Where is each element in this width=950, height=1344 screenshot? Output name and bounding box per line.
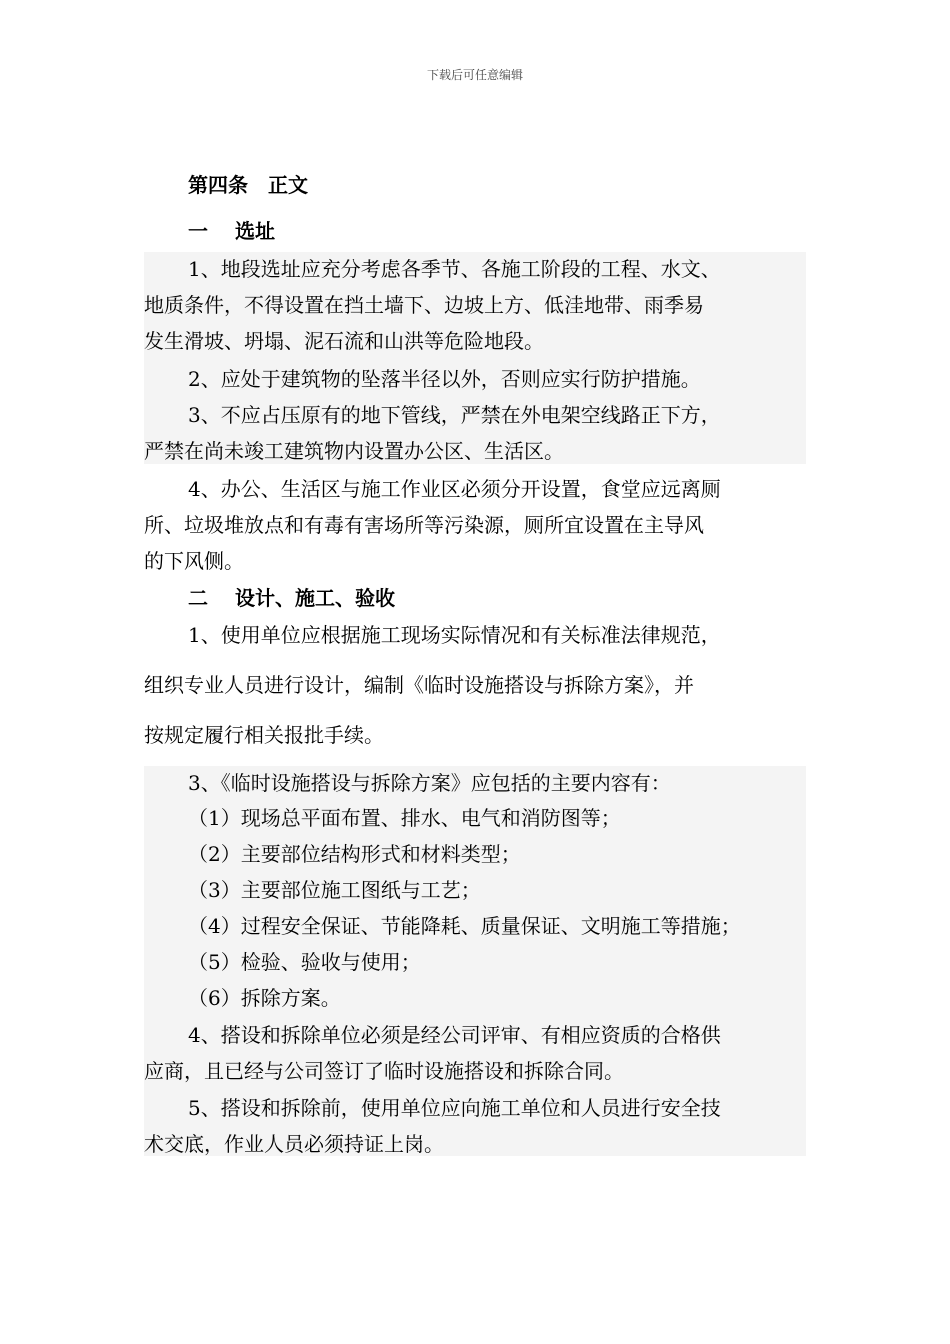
s2-p1-line1: 1、使用单位应根据施工现场实际情况和有关标准法律规范， — [188, 623, 721, 647]
s1-p2: 2、应处于建筑物的坠落半径以外，否则应实行防护措施。 — [188, 367, 701, 391]
article-title: 第四条 正文 — [188, 173, 308, 197]
s1-p1-line3: 发生滑坡、坍塌、泥石流和山洪等危险地段。 — [144, 329, 544, 353]
page-header: 下载后可任意编辑 — [426, 68, 523, 82]
s1-p3-line1: 3、不应占压原有的地下管线，严禁在外电架空线路正下方， — [188, 403, 721, 427]
s1-p4-line1: 4、办公、生活区与施工作业区必须分开设置，食堂应远离厕 — [188, 477, 721, 501]
s1-p4-line3: 的下风侧。 — [144, 549, 244, 573]
s1-p3-line2: 严禁在尚未竣工建筑物内设置办公区、生活区。 — [144, 439, 564, 463]
section-1-title: 一 选址 — [188, 219, 275, 243]
list-item-2: （2）主要部位结构形式和材料类型； — [188, 842, 521, 866]
s1-p4-line2: 所、垃圾堆放点和有毒有害场所等污染源，厕所宜设置在主导风 — [144, 513, 704, 537]
list-item-6: （6）拆除方案。 — [188, 986, 341, 1010]
section-2-title: 二 设计、施工、验收 — [188, 586, 395, 610]
list-item-1: （1）现场总平面布置、排水、电气和消防图等； — [188, 806, 621, 830]
s2-p1-line2: 组织专业人员进行设计，编制《临时设施搭设与拆除方案》，并 — [144, 673, 694, 697]
s2-p5-line2: 术交底，作业人员必须持证上岗。 — [144, 1132, 444, 1156]
s2-p3-intro: 3、《临时设施搭设与拆除方案》应包括的主要内容有： — [188, 771, 671, 795]
s2-p5-line1: 5、搭设和拆除前，使用单位应向施工单位和人员进行安全技 — [188, 1096, 721, 1120]
s1-p1-line2: 地质条件，不得设置在挡土墙下、边坡上方、低洼地带、雨季易 — [144, 293, 704, 317]
list-item-4: （4）过程安全保证、节能降耗、质量保证、文明施工等措施； — [188, 914, 741, 938]
s1-p1-line1: 1、地段选址应充分考虑各季节、各施工阶段的工程、水文、 — [188, 257, 721, 281]
list-item-3: （3）主要部位施工图纸与工艺； — [188, 878, 481, 902]
s2-p1-line3: 按规定履行相关报批手续。 — [144, 723, 384, 747]
s2-p4-line2: 应商，且已经与公司签订了临时设施搭设和拆除合同。 — [144, 1059, 624, 1083]
s2-p4-line1: 4、搭设和拆除单位必须是经公司评审、有相应资质的合格供 — [188, 1023, 721, 1047]
list-item-5: （5）检验、验收与使用； — [188, 950, 421, 974]
